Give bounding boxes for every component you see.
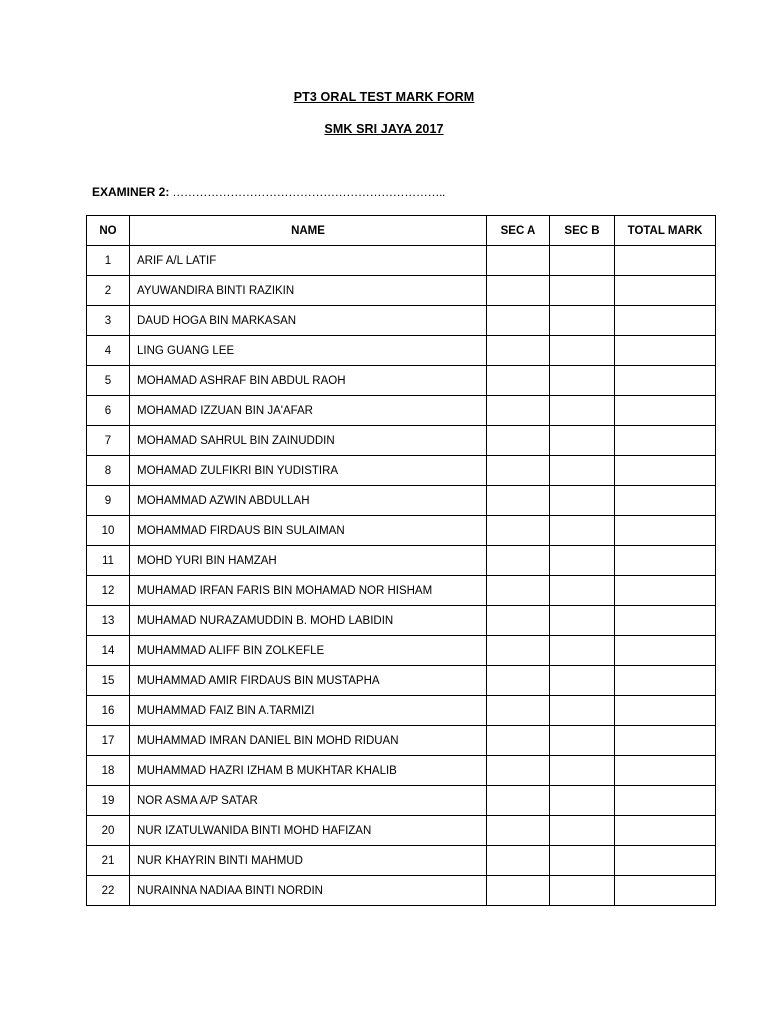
sec-b-mark-cell[interactable]	[550, 876, 615, 906]
row-number: 19	[87, 786, 130, 816]
student-name: AYUWANDIRA BINTI RAZIKIN	[130, 276, 487, 306]
student-name: NUR KHAYRIN BINTI MAHMUD	[130, 846, 487, 876]
examiner-label: EXAMINER 2:	[92, 185, 170, 199]
header-total-mark: TOTAL MARK	[615, 216, 716, 246]
table-row	[87, 246, 716, 276]
examiner-blank: ……………………………………………………………..	[169, 185, 445, 199]
row-number: 15	[87, 666, 130, 696]
sec-b-mark-cell[interactable]	[550, 426, 615, 456]
sec-b-mark-cell[interactable]	[550, 636, 615, 666]
table-row	[87, 726, 716, 756]
table-row	[87, 786, 716, 816]
sec-a-mark-cell[interactable]	[487, 396, 550, 426]
sec-b-mark-cell[interactable]	[550, 486, 615, 516]
student-name: MOHAMMAD FIRDAUS BIN SULAIMAN	[130, 516, 487, 546]
sec-b-mark-cell[interactable]	[550, 786, 615, 816]
table-row	[87, 396, 716, 426]
sec-b-mark-cell[interactable]	[550, 756, 615, 786]
row-number: 11	[87, 546, 130, 576]
school-title: SMK SRI JAYA 2017	[324, 122, 444, 136]
student-name: NURAINNA NADIAA BINTI NORDIN	[130, 876, 487, 906]
mark-table	[86, 215, 716, 906]
student-name: DAUD HOGA BIN MARKASAN	[130, 306, 487, 336]
student-name: MUHAMMAD AMIR FIRDAUS BIN MUSTAPHA	[130, 666, 487, 696]
student-name: LING GUANG LEE	[130, 336, 487, 366]
table-row	[87, 366, 716, 396]
total-mark-cell[interactable]	[615, 666, 716, 696]
examiner-line	[92, 185, 445, 199]
total-mark-cell[interactable]	[615, 816, 716, 846]
sec-b-mark-cell[interactable]	[550, 366, 615, 396]
table-row	[87, 336, 716, 366]
sec-a-mark-cell[interactable]	[487, 456, 550, 486]
student-name: MOHAMAD SAHRUL BIN ZAINUDDIN	[130, 426, 487, 456]
student-name: MUHAMAD IRFAN FARIS BIN MOHAMAD NOR HISHAM	[130, 576, 487, 606]
sec-a-mark-cell[interactable]	[487, 306, 550, 336]
row-number: 1	[87, 246, 130, 276]
table-row	[87, 516, 716, 546]
student-name: MUHAMMAD IMRAN DANIEL BIN MOHD RIDUAN	[130, 726, 487, 756]
student-name: MUHAMMAD ALIFF BIN ZOLKEFLE	[130, 636, 487, 666]
total-mark-cell[interactable]	[615, 636, 716, 666]
table-body	[87, 246, 716, 906]
sec-b-mark-cell[interactable]	[550, 516, 615, 546]
sec-b-mark-cell[interactable]	[550, 336, 615, 366]
sec-a-mark-cell[interactable]	[487, 726, 550, 756]
total-mark-cell[interactable]	[615, 336, 716, 366]
sec-b-mark-cell[interactable]	[550, 546, 615, 576]
sec-a-mark-cell[interactable]	[487, 516, 550, 546]
sec-a-mark-cell[interactable]	[487, 276, 550, 306]
table-row	[87, 606, 716, 636]
total-mark-cell[interactable]	[615, 606, 716, 636]
sec-a-mark-cell[interactable]	[487, 816, 550, 846]
sec-b-mark-cell[interactable]	[550, 726, 615, 756]
total-mark-cell[interactable]	[615, 456, 716, 486]
row-number: 5	[87, 366, 130, 396]
student-name: MUHAMMAD HAZRI IZHAM B MUKHTAR KHALIB	[130, 756, 487, 786]
table-row	[87, 306, 716, 336]
total-mark-cell[interactable]	[615, 576, 716, 606]
student-name: MOHAMMAD AZWIN ABDULLAH	[130, 486, 487, 516]
sec-a-mark-cell[interactable]	[487, 246, 550, 276]
table-row	[87, 546, 716, 576]
sec-a-mark-cell[interactable]	[487, 696, 550, 726]
total-mark-cell[interactable]	[615, 306, 716, 336]
sec-b-mark-cell[interactable]	[550, 816, 615, 846]
row-number: 17	[87, 726, 130, 756]
sec-b-mark-cell[interactable]	[550, 456, 615, 486]
table-row	[87, 696, 716, 726]
row-number: 16	[87, 696, 130, 726]
sec-a-mark-cell[interactable]	[487, 786, 550, 816]
sec-b-mark-cell[interactable]	[550, 576, 615, 606]
row-number: 12	[87, 576, 130, 606]
sec-a-mark-cell[interactable]	[487, 606, 550, 636]
row-number: 14	[87, 636, 130, 666]
row-number: 13	[87, 606, 130, 636]
total-mark-cell[interactable]	[615, 876, 716, 906]
row-number: 7	[87, 426, 130, 456]
sec-a-mark-cell[interactable]	[487, 336, 550, 366]
row-number: 18	[87, 756, 130, 786]
table-row	[87, 666, 716, 696]
header-no: NO	[87, 216, 130, 246]
table-row	[87, 576, 716, 606]
total-mark-cell[interactable]	[615, 726, 716, 756]
student-name: NUR IZATULWANIDA BINTI MOHD HAFIZAN	[130, 816, 487, 846]
total-mark-cell[interactable]	[615, 486, 716, 516]
table-row	[87, 426, 716, 456]
sec-a-mark-cell[interactable]	[487, 486, 550, 516]
row-number: 3	[87, 306, 130, 336]
table-row	[87, 276, 716, 306]
sec-a-mark-cell[interactable]	[487, 876, 550, 906]
row-number: 21	[87, 846, 130, 876]
row-number: 9	[87, 486, 130, 516]
total-mark-cell[interactable]	[615, 846, 716, 876]
table-row	[87, 636, 716, 666]
header-sec-a: SEC A	[487, 216, 550, 246]
sec-a-mark-cell[interactable]	[487, 636, 550, 666]
table-row	[87, 486, 716, 516]
sec-b-mark-cell[interactable]	[550, 276, 615, 306]
sec-a-mark-cell[interactable]	[487, 366, 550, 396]
header-sec-b: SEC B	[550, 216, 615, 246]
student-name: ARIF A/L LATIF	[130, 246, 487, 276]
total-mark-cell[interactable]	[615, 696, 716, 726]
student-name: MUHAMMAD FAIZ BIN A.TARMIZI	[130, 696, 487, 726]
header-name: NAME	[130, 216, 487, 246]
total-mark-cell[interactable]	[615, 396, 716, 426]
sec-a-mark-cell[interactable]	[487, 846, 550, 876]
total-mark-cell[interactable]	[615, 516, 716, 546]
student-name: NOR ASMA A/P SATAR	[130, 786, 487, 816]
table-row	[87, 846, 716, 876]
sec-b-mark-cell[interactable]	[550, 666, 615, 696]
total-mark-cell[interactable]	[615, 786, 716, 816]
sec-b-mark-cell[interactable]	[550, 306, 615, 336]
table-row	[87, 456, 716, 486]
header-row	[87, 216, 716, 246]
row-number: 20	[87, 816, 130, 846]
total-mark-cell[interactable]	[615, 366, 716, 396]
total-mark-cell[interactable]	[615, 756, 716, 786]
sec-b-mark-cell[interactable]	[550, 246, 615, 276]
sec-a-mark-cell[interactable]	[487, 546, 550, 576]
form-title: PT3 ORAL TEST MARK FORM	[293, 90, 475, 104]
row-number: 22	[87, 876, 130, 906]
student-name: MUHAMAD NURAZAMUDDIN B. MOHD LABIDIN	[130, 606, 487, 636]
student-name: MOHAMAD ZULFIKRI BIN YUDISTIRA	[130, 456, 487, 486]
sec-b-mark-cell[interactable]	[550, 696, 615, 726]
student-name: MOHAMAD ASHRAF BIN ABDUL RAOH	[130, 366, 487, 396]
sec-b-mark-cell[interactable]	[550, 396, 615, 426]
sec-b-mark-cell[interactable]	[550, 606, 615, 636]
row-number: 4	[87, 336, 130, 366]
sec-a-mark-cell[interactable]	[487, 756, 550, 786]
table-row	[87, 816, 716, 846]
student-name: MOHD YURI BIN HAMZAH	[130, 546, 487, 576]
row-number: 2	[87, 276, 130, 306]
table-row	[87, 756, 716, 786]
sec-b-mark-cell[interactable]	[550, 846, 615, 876]
total-mark-cell[interactable]	[615, 546, 716, 576]
sec-a-mark-cell[interactable]	[487, 666, 550, 696]
total-mark-cell[interactable]	[615, 246, 716, 276]
total-mark-cell[interactable]	[615, 426, 716, 456]
student-name: MOHAMAD IZZUAN BIN JA'AFAR	[130, 396, 487, 426]
sec-a-mark-cell[interactable]	[487, 426, 550, 456]
total-mark-cell[interactable]	[615, 276, 716, 306]
row-number: 8	[87, 456, 130, 486]
sec-a-mark-cell[interactable]	[487, 576, 550, 606]
table-row	[87, 876, 716, 906]
row-number: 10	[87, 516, 130, 546]
row-number: 6	[87, 396, 130, 426]
